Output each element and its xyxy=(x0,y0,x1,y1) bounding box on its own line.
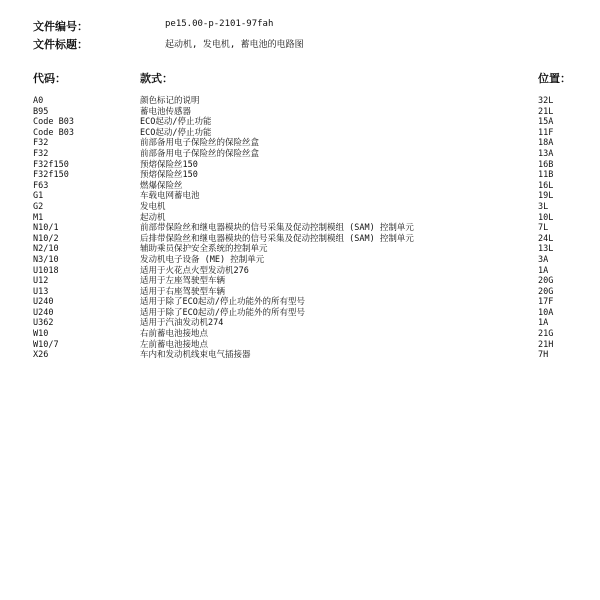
row-code: F32 xyxy=(33,148,49,159)
row-position: 16B xyxy=(538,159,554,170)
row-code: N2/10 xyxy=(33,244,59,255)
row-position: 21G xyxy=(538,329,554,340)
table-row xyxy=(0,107,600,118)
row-position: 11B xyxy=(538,170,554,181)
doc-number-value: pe15.00-p-2101-97fah xyxy=(165,19,274,29)
row-position: 15A xyxy=(538,117,554,128)
row-code: Code B03 xyxy=(33,127,74,138)
row-description: 预熔保险丝150 xyxy=(140,159,198,170)
row-position: 16L xyxy=(538,180,554,191)
table-row xyxy=(0,223,600,234)
row-code: A0 xyxy=(33,96,44,106)
column-header-code: 代码： xyxy=(33,72,66,85)
doc-title-label: 文件标题： xyxy=(33,38,88,51)
table-row xyxy=(0,340,600,351)
row-description: 适用于除了ECO起动/停止功能外的所有型号 xyxy=(140,297,305,308)
row-code: N3/10 xyxy=(33,254,59,265)
row-code: F63 xyxy=(33,180,49,191)
row-description: 辅助乘员保护安全系统的控制单元 xyxy=(140,244,268,255)
row-description: 适用于右座驾驶型车辆 xyxy=(140,286,226,297)
column-header-position: 位置： xyxy=(538,72,571,85)
component-table xyxy=(0,96,600,361)
row-description: ECO起动/停止功能 xyxy=(140,117,212,128)
row-code: F32f150 xyxy=(33,159,69,170)
row-position: 17F xyxy=(538,297,554,308)
table-row xyxy=(0,318,600,329)
row-description: 左前蓄电池接地点 xyxy=(140,339,209,350)
table-row xyxy=(0,170,600,181)
table-row xyxy=(0,96,600,107)
row-description: 前部备用电子保险丝的保险丝盒 xyxy=(140,148,260,159)
table-row xyxy=(0,255,600,266)
row-position: 7H xyxy=(538,350,549,361)
row-position: 21H xyxy=(538,339,554,350)
doc-title-value: 起动机, 发电机, 蓄电池的电路图 xyxy=(165,40,304,50)
row-description: 适用于左座驾驶型车辆 xyxy=(140,276,226,287)
table-row xyxy=(0,266,600,277)
table-row xyxy=(0,213,600,224)
table-row xyxy=(0,128,600,139)
table-row xyxy=(0,276,600,287)
table-row xyxy=(0,149,600,160)
table-row xyxy=(0,191,600,202)
row-position: 32L xyxy=(538,96,554,106)
row-code: N10/1 xyxy=(33,223,59,234)
row-code: U240 xyxy=(33,297,54,308)
row-code: U240 xyxy=(33,307,54,318)
doc-number-label: 文件编号： xyxy=(33,20,88,33)
row-description: 右前蓄电池接地点 xyxy=(140,329,209,340)
row-description: 车载电网蓄电池 xyxy=(140,191,200,202)
row-description: 发动机电子设备 (ME) 控制单元 xyxy=(140,254,265,265)
row-code: W10/7 xyxy=(33,339,59,350)
table-row xyxy=(0,117,600,128)
row-position: 1A xyxy=(538,265,549,276)
table-row xyxy=(0,350,600,361)
table-row xyxy=(0,297,600,308)
column-header-description: 款式： xyxy=(140,72,173,85)
table-row xyxy=(0,234,600,245)
row-code: N10/2 xyxy=(33,233,59,244)
row-code: U1018 xyxy=(33,265,59,276)
row-description: 后排带保险丝和继电器模块的信号采集及促动控制模组 (SAM) 控制单元 xyxy=(140,233,414,244)
row-code: M1 xyxy=(33,212,44,223)
table-row xyxy=(0,287,600,298)
row-position: 11F xyxy=(538,127,554,138)
row-description: 发电机 xyxy=(140,201,166,212)
table-row xyxy=(0,244,600,255)
row-position: 20G xyxy=(538,276,554,287)
row-description: 蓄电池传感器 xyxy=(140,106,192,117)
row-position: 13L xyxy=(538,244,554,255)
table-row xyxy=(0,181,600,192)
row-position: 19L xyxy=(538,191,554,202)
row-description: 起动机 xyxy=(140,212,166,223)
row-position: 3A xyxy=(538,254,549,265)
row-description: 适用于汽油发动机274 xyxy=(140,318,224,329)
row-position: 10A xyxy=(538,307,554,318)
row-code: Code B03 xyxy=(33,117,74,128)
row-position: 18A xyxy=(538,138,554,149)
row-description: 适用于除了ECO起动/停止功能外的所有型号 xyxy=(140,307,305,318)
row-description: 车内和发动机线束电气插接器 xyxy=(140,350,251,361)
row-position: 21L xyxy=(538,106,554,117)
row-code: W10 xyxy=(33,329,49,340)
row-code: X26 xyxy=(33,350,49,361)
row-description: 适用于火花点火型发动机276 xyxy=(140,265,249,276)
row-code: U362 xyxy=(33,318,54,329)
row-position: 20G xyxy=(538,286,554,297)
table-row xyxy=(0,308,600,319)
row-code: U12 xyxy=(33,276,49,287)
row-code: F32f150 xyxy=(33,170,69,181)
row-code: U13 xyxy=(33,286,49,297)
table-row xyxy=(0,202,600,213)
row-description: 前部备用电子保险丝的保险丝盒 xyxy=(140,138,260,149)
row-description: 预熔保险丝150 xyxy=(140,170,198,181)
row-description: ECO起动/停止功能 xyxy=(140,127,212,138)
row-position: 7L xyxy=(538,223,549,234)
table-row xyxy=(0,138,600,149)
row-description: 颜色标记的说明 xyxy=(140,96,200,106)
row-position: 10L xyxy=(538,212,554,223)
row-description: 燃爆保险丝 xyxy=(140,180,183,191)
table-row xyxy=(0,329,600,340)
row-code: B95 xyxy=(33,106,49,117)
row-description: 前部带保险丝和继电器模块的信号采集及促动控制模组 (SAM) 控制单元 xyxy=(140,223,414,234)
row-position: 13A xyxy=(538,148,554,159)
table-row xyxy=(0,160,600,171)
row-position: 24L xyxy=(538,233,554,244)
row-position: 1A xyxy=(538,318,549,329)
row-position: 3L xyxy=(538,201,549,212)
row-code: G1 xyxy=(33,191,44,202)
row-code: G2 xyxy=(33,201,44,212)
row-code: F32 xyxy=(33,138,49,149)
